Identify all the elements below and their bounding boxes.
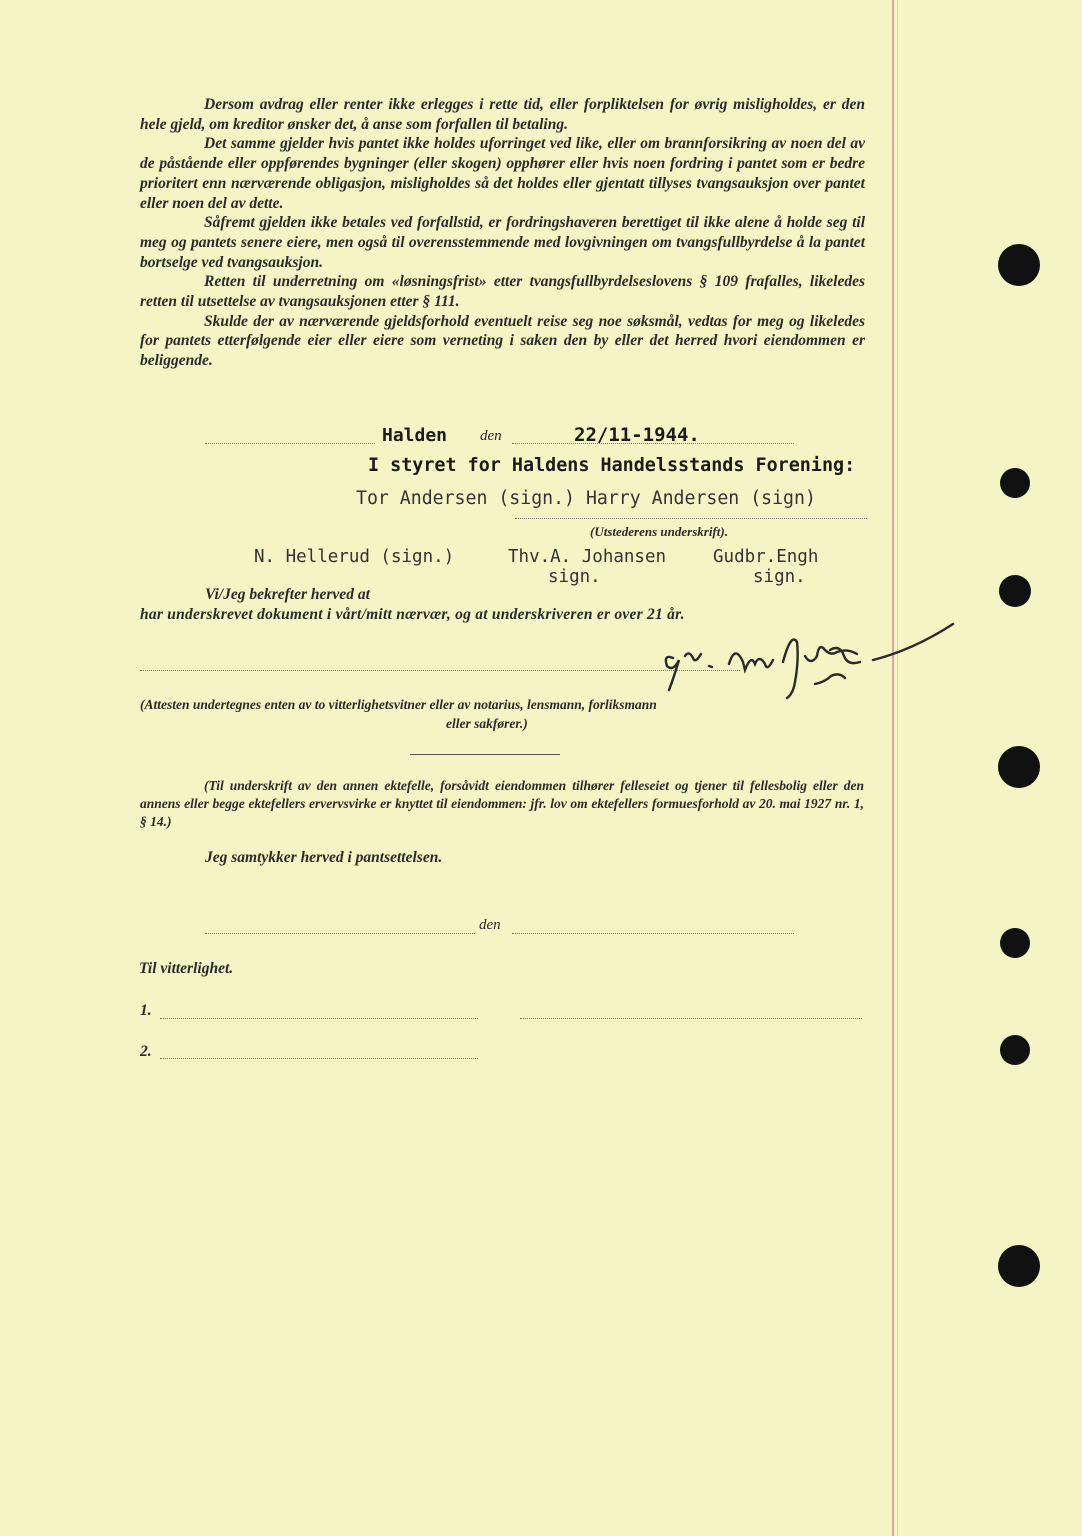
- sign-abbrev: sign.: [548, 567, 601, 587]
- issuer-caption: (Utstederens underskrift).: [590, 524, 728, 539]
- witness-number-2: 2.: [140, 1043, 152, 1060]
- signer-johansen: Thv.A. Johansen: [508, 547, 667, 567]
- handwritten-signature: [655, 620, 965, 700]
- board-line: I styret for Haldens Handelsstands Forening:: [368, 455, 856, 476]
- place-dotted-line: [205, 443, 375, 444]
- place-text: Halden: [382, 425, 448, 446]
- binder-hole: [999, 575, 1031, 607]
- terms-paragraph: Det samme gjelder hvis pantet ikke holdes uforringet ved like, eller om brannforsikring av noen del av de påstående eller oppførendes bygninger (eller skogen) opphører eller hvis noen fordring i pantet som er bedre prioritert enn nærværende obligasjon, misligholdes så det holdes eller gjentatt tillyses tvangsauksjon over pantet eller noen del av dette.: [140, 135, 865, 212]
- confirm-line-2: har underskrevet dokument i vårt/mitt nærvær, og at underskriveren er over 21 år.: [140, 606, 685, 623]
- terms-paragraph: Dersom avdrag eller renter ikke erlegges i rette tid, eller forpliktelsen for øvrig misligholdes, er den hele gjeld, om kreditor ønsker det, å anse som forfallen til betaling.: [140, 96, 865, 133]
- witness-number-1: 1.: [140, 1002, 152, 1019]
- attest-rule: [410, 754, 560, 755]
- den-label-2: den: [479, 917, 501, 933]
- terms-paragraph: Skulde der av nærværende gjeldsforhold eventuelt reise seg noe søksmål, vedtas for meg og likeledes for pantets etterfølgende eier eller eiere som verneting i saken den by eller det herred hvori eiendommen er beliggende.: [140, 312, 865, 370]
- binder-hole: [998, 1245, 1040, 1287]
- signer-hellerud: N. Hellerud (sign.): [254, 547, 455, 567]
- den-label: den: [480, 428, 502, 444]
- date-text: 22/11-1944.: [574, 424, 700, 446]
- witness-1-line-b: [520, 1018, 862, 1019]
- terms-text: [140, 95, 865, 371]
- consent-line: Jeg samtykker herved i pantsettelsen.: [205, 849, 443, 866]
- binder-hole: [1000, 468, 1030, 498]
- terms-paragraph: Såfremt gjelden ikke betales ved forfallstid, er fordringshaveren berettiget til ikke alene å holde seg til meg og pantets senere eiere, men også til overensstemmende med lovgivningen om tvangsfullbyrdelse å la pantet bortselge ved tvangsauksjon.: [140, 214, 865, 271]
- terms-paragraph: Retten til underretning om «løsningsfrist» etter tvangsfullbyrdelseslovens § 109 frafalles, likeledes retten til utsettelse av tvangsauksjonen etter § 111.: [140, 273, 865, 311]
- attest-dotted-line: [140, 670, 740, 671]
- consent-dotted-line-1: [205, 933, 475, 934]
- witness-heading: Til vitterlighet.: [139, 960, 234, 977]
- binder-hole: [998, 244, 1040, 286]
- witness-2-line-a: [160, 1058, 478, 1059]
- binder-hole: [998, 746, 1040, 788]
- issuer-dotted-line: [515, 518, 867, 519]
- sign-abbrev: sign.: [753, 567, 806, 587]
- spouse-note: (Til underskrift av den annen ektefelle, forsåvidt eiendommen tilhører felleseiet og tjener til fellesbolig eller den annens eller begge ektefellers ervervsvirke er knyttet til eiendommen: jfr. lov om ektefellers formuesforhold av 20. mai 1927 nr. 1, § 14.): [140, 778, 864, 830]
- margin-rule-shadow: [897, 0, 898, 1536]
- witness-1-line-a: [160, 1018, 478, 1019]
- margin-rule: [892, 0, 894, 1536]
- binder-hole: [1000, 1035, 1030, 1065]
- signer-engh: Gudbr.Engh: [713, 547, 819, 567]
- attest-note-line-2: eller sakfører.): [446, 716, 528, 731]
- confirm-line-1: Vi/Jeg bekrefter herved at: [205, 586, 370, 603]
- consent-dotted-line-2: [512, 933, 794, 934]
- attest-note-line-1: (Attesten undertegnes enten av to vitterlighetsvitner eller av notarius, lensmann, forliksmann: [140, 697, 657, 712]
- binder-hole: [1000, 928, 1030, 958]
- signers-line: Tor Andersen (sign.) Harry Andersen (sign): [356, 488, 816, 509]
